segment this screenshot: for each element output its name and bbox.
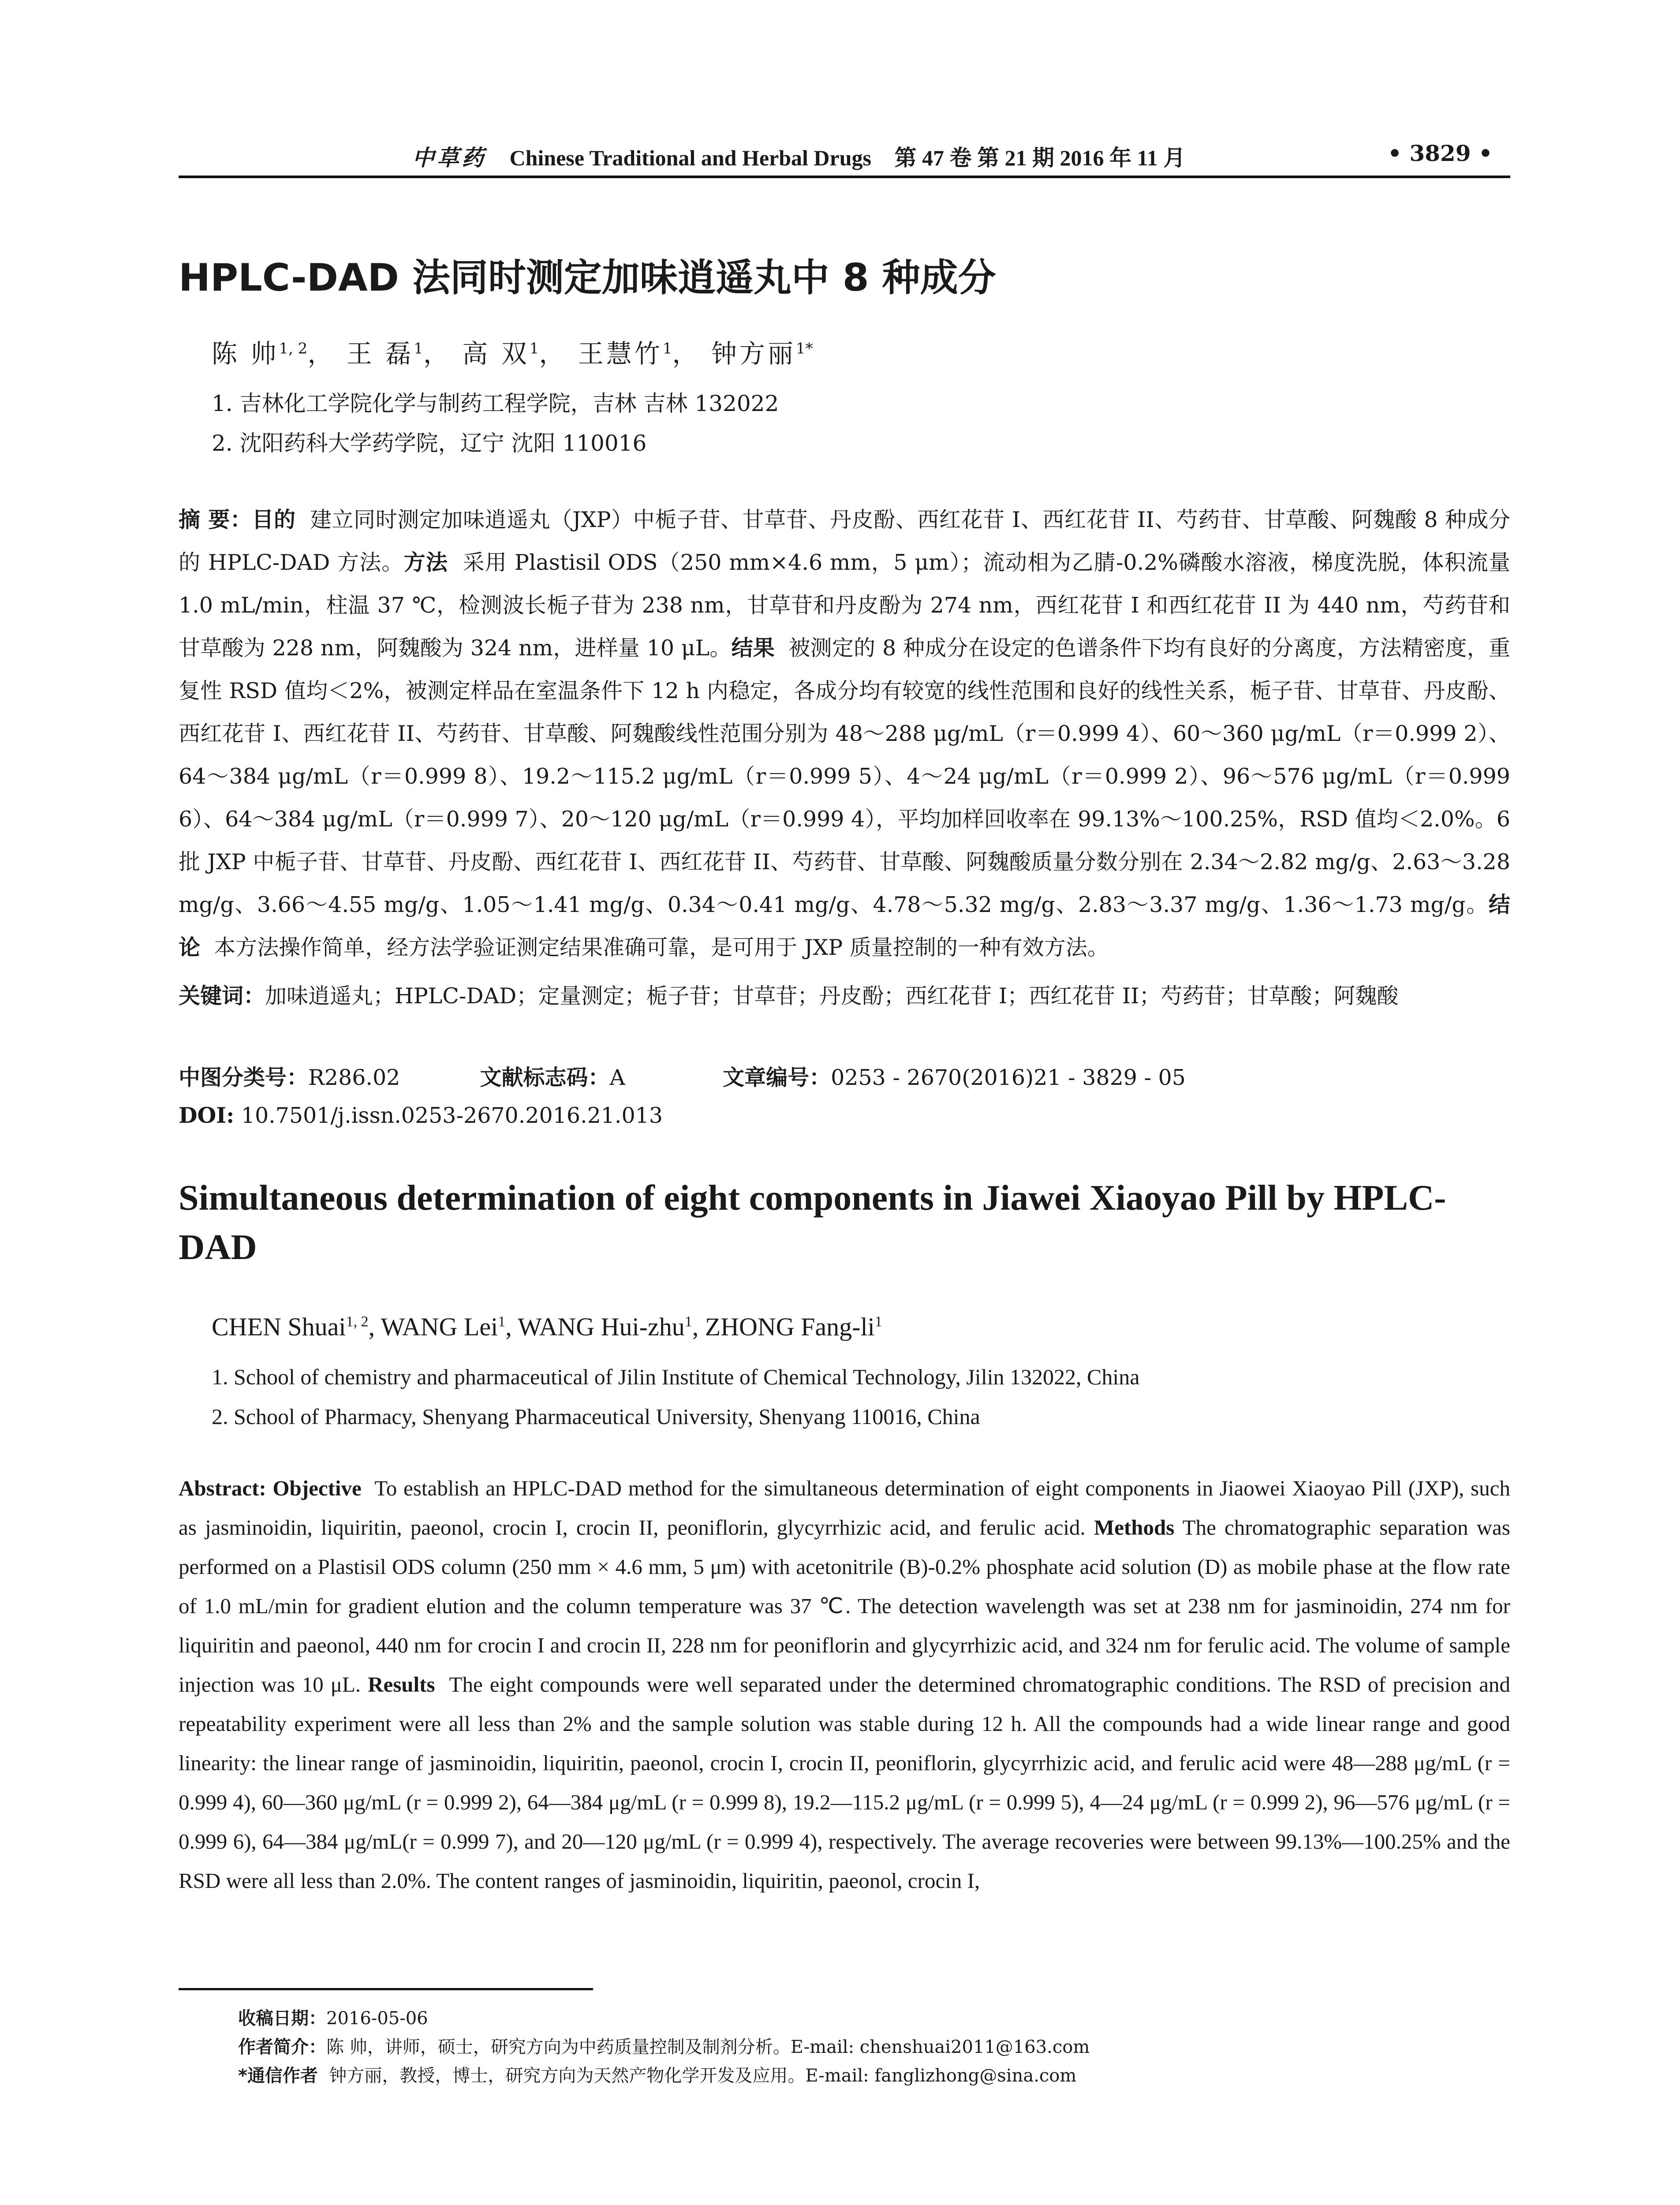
author-cn: 钟方丽 xyxy=(711,339,796,369)
objective-cn: 建立同时测定加味逍遥丸（JXP）中栀子苷、甘草苷、丹皮酚、西红花苷 I、西红花苷 II、芍药苷、甘草酸、阿魏酸 8 种成分的 HPLC-DAD 方法。 xyxy=(179,507,1511,575)
page-number: • 3829 • xyxy=(1388,140,1493,166)
received-label: 收稿日期： xyxy=(238,2008,326,2029)
author-bio: 陈 帅，讲师，硕士，研究方向为中药质量控制及制剂分析。E-mail: chenshuai2011@163.com xyxy=(326,2037,1090,2057)
methods-en: The chromatographic separation was performed on a Plastisil ODS column (250 mm × 4.6 mm, 5 μm) with acetonitrile (B)-0.2% phosphate acid solution (D) as mobile phase at the flow rate of 1.0 mL/min for gradient elution and the column temperature was 37 ℃. The detection wavelength was set at 238 nm for jasminoidin, 274 nm for liquiritin and paeonol, 440 nm for crocin I and crocin II, 228 nm for peoniflorin and glycyrrhizic acid, and 324 nm for ferulic acid. The volume of sample injection was 10 μL. xyxy=(179,1515,1510,1697)
author-cn: 高 双 xyxy=(462,339,530,369)
author-sup: 1 xyxy=(874,1313,882,1330)
authors-cn: 陈 帅$^{1, 2}$， 王 磊$^1$， 高 双$^1$， 王慧竹$^1$， 钟方丽$^{1*}$ xyxy=(212,339,813,369)
author-sup: 1 xyxy=(684,1313,692,1330)
doi-line xyxy=(179,1102,663,1128)
objective-cn-label: 目的 xyxy=(252,507,296,532)
title-en: Simultaneous determination of eight components in Jiawei Xiaoyao Pill by HPLC-DAD xyxy=(179,1177,1446,1267)
keywords-cn xyxy=(179,975,1510,1017)
corr-bio: 钟方丽，教授，博士，研究方向为天然产物化学开发及应用。E-mail: fanglizhong@sina.com xyxy=(329,2066,1077,2086)
conclusion-cn-label: 结论 xyxy=(179,892,1510,960)
author-cn: 陈 帅 xyxy=(212,339,279,369)
abstract-en-label: Abstract: xyxy=(179,1476,266,1500)
author-sup: 1 xyxy=(498,1313,506,1330)
author-en: WANG Hui-zhu xyxy=(518,1312,685,1341)
clc-value: R286.02 xyxy=(308,1065,400,1090)
keywords-text: 加味逍遥丸；HPLC-DAD；定量测定；栀子苷；甘草苷；丹皮酚；西红花苷 I；西红花苷 II；芍药苷；甘草酸；阿魏酸 xyxy=(265,983,1399,1009)
results-en-label: Results xyxy=(368,1672,435,1697)
doi-label: DOI: xyxy=(179,1102,235,1128)
article-no-label: 文章编号： xyxy=(723,1065,831,1090)
clc-label: 中图分类号： xyxy=(179,1065,309,1090)
results-en: The eight compounds were well separated under the determined chromatographic conditions. The RSD of precision and repeatability experiment were all less than 2% and the sample solution was stable during 12 h. All the compounds had a wide linear range and good linearity: the linear range of jasminoidin, liquiritin, paeonol, crocin I, crocin II, peoniflorin, glycyrrhizic acid, and ferulic acid were 48—288 μg/mL (r = 0.999 4), 60—360 μg/mL (r = 0.999 2), 64—384 μg/mL (r = 0.999 8), 19.2—115.2 μg/mL (r = 0.999 5), 4—24 μg/mL (r = 0.999 2), 96—576 μg/mL (r = 0.999 6), 64—384 μg/mL(r = 0.999 7), and 20—120 μg/mL (r = 0.999 4), respectively. The average recoveries were between 99.13%—100.25% and the RSD were all less than 2.0%. The content ranges of jasminoidin, liquiritin, paeonol, crocin I, xyxy=(179,1672,1511,1893)
abstract-cn xyxy=(179,498,1510,969)
author-cn: 王 磊 xyxy=(346,339,414,369)
footnote-divider xyxy=(179,1988,593,1990)
author-en: WANG Lei xyxy=(381,1312,498,1341)
affiliation-en-2: 2. School of Pharmacy, Shenyang Pharmaceutical University, Shenyang 110016, China xyxy=(212,1404,980,1429)
classification-line xyxy=(179,1061,1186,1091)
author-sup: 1 xyxy=(414,340,423,358)
methods-en-label: Methods xyxy=(1094,1515,1175,1540)
journal-title xyxy=(412,140,1185,172)
keywords-label: 关键词： xyxy=(179,983,265,1009)
abstract-cn-label: 摘 要： xyxy=(179,507,252,532)
author-cn: 王慧竹 xyxy=(578,339,663,369)
author-en: ZHONG Fang-li xyxy=(705,1312,875,1341)
footnote-received xyxy=(238,2004,428,2029)
journal-name: Chinese Traditional and Herbal Drugs xyxy=(509,146,871,170)
article-no-value: 0253 - 2670(2016)21 - 3829 - 05 xyxy=(831,1065,1186,1090)
methods-cn-label: 方法 xyxy=(403,550,448,575)
running-header xyxy=(179,140,1510,178)
footnote-author xyxy=(238,2033,1090,2058)
results-cn-label: 结果 xyxy=(731,635,775,661)
footnote-corresponding xyxy=(238,2062,1076,2087)
affiliation-cn-2: 2. 沈阳药科大学药学院，辽宁 沈阳 110016 xyxy=(212,430,647,456)
author-sup: 1 xyxy=(529,340,539,358)
objective-en: To establish an HPLC-DAD method for the simultaneous determination of eight components in Jiaowei Xiaoyao Pill (JXP), such as jasminoidin, liquiritin, paeonol, crocin I, crocin II, peoniflorin, glycyrrhizic acid, and ferulic acid. xyxy=(179,1476,1510,1540)
author-sup: 1* xyxy=(795,340,813,358)
doi-link[interactable]: 10.7501/j.issn.0253-2670.2016.21.013 xyxy=(241,1103,663,1128)
corr-label: *通信作者 xyxy=(238,2066,318,2086)
title-cn: HPLC-DAD 法同时测定加味逍遥丸中 8 种成分 xyxy=(179,256,996,300)
results-cn: 被测定的 8 种成分在设定的色谱条件下均有良好的分离度，方法精密度，重复性 RSD 值均＜2%，被测定样品在室温条件下 12 h 内稳定，各成分均有较宽的线性范围和良好的线性关系，栀子苷、甘草苷、丹皮酚、西红花苷 I、西红花苷 II、芍药苷、甘草酸、阿魏酸线性范围分别为 48～288 μg/mL（r＝0.999 4）、60～360 μg/mL（r＝0.999 2）、64～384 μg/mL（r＝0.999 8）、19.2～115.2 μg/mL（r＝0.999 5）、4～24 μg/mL（r＝0.999 2）、96～576 μg/mL（r＝0.999 6）、64～384 μg/mL（r＝0.999 7）、20～120 μg/mL（r＝0.999 4），平均加样回收率在 99.13%～100.25%，RSD 值均＜2.0%。6 批 JXP 中栀子苷、甘草苷、丹皮酚、西红花苷 I、西红花苷 II、芍药苷、甘草酸、阿魏酸质量分数分别在 2.34～2.82 mg/g、2.63～3.28 mg/g、3.66～4.55 mg/g、1.05～1.41 mg/g、0.34～0.41 mg/g、4.78～5.32 mg/g、2.83～3.37 mg/g、1.36～1.73 mg/g。 xyxy=(179,635,1510,917)
author-sup: 1, 2 xyxy=(279,340,308,358)
conclusion-cn: 本方法操作简单，经方法学验证测定结果准确可靠，是可用于 JXP 质量控制的一种有效方法。 xyxy=(214,935,1109,960)
methods-cn: 采用 Plastisil ODS（250 mm×4.6 mm，5 μm）；流动相为乙腈-0.2%磷酸水溶液，梯度洗脱，体积流量 1.0 mL/min，柱温 37 ℃，检测波长栀子苷为 238 nm，甘草苷和丹皮酚为 274 nm，西红花苷 I 和西红花苷 II 为 440 nm，芍药苷和甘草酸为 228 nm，阿魏酸为 324 nm，进样量 10 μL。 xyxy=(179,550,1510,661)
received-date: 2016-05-06 xyxy=(326,2008,428,2029)
author-en: CHEN Shuai xyxy=(212,1312,346,1341)
doc-code-label: 文献标志码： xyxy=(480,1065,610,1090)
journal-logo: 中草药 xyxy=(412,145,486,171)
authors-en: CHEN Shuai$^{1, 2}$, WANG Lei$^1$, WANG Hui-zhu$^1$, ZHONG Fang-$li^1$ xyxy=(212,1312,882,1341)
author-bio-label: 作者简介： xyxy=(238,2037,326,2057)
objective-en-label: Objective xyxy=(273,1476,362,1500)
issue-info: 第 47 卷 第 21 期 2016 年 11 月 xyxy=(894,146,1186,170)
affiliation-cn-1: 1. 吉林化工学院化学与制药工程学院，吉林 吉林 132022 xyxy=(212,391,779,416)
author-sup: 1, 2 xyxy=(346,1313,369,1330)
abstract-en xyxy=(179,1469,1510,1900)
doc-code-value: A xyxy=(609,1065,625,1090)
author-sup: 1 xyxy=(662,340,672,358)
affiliation-en-1: 1. School of chemistry and pharmaceutical of Jilin Institute of Chemical Technology, Jilin 132022, China xyxy=(212,1364,1140,1389)
